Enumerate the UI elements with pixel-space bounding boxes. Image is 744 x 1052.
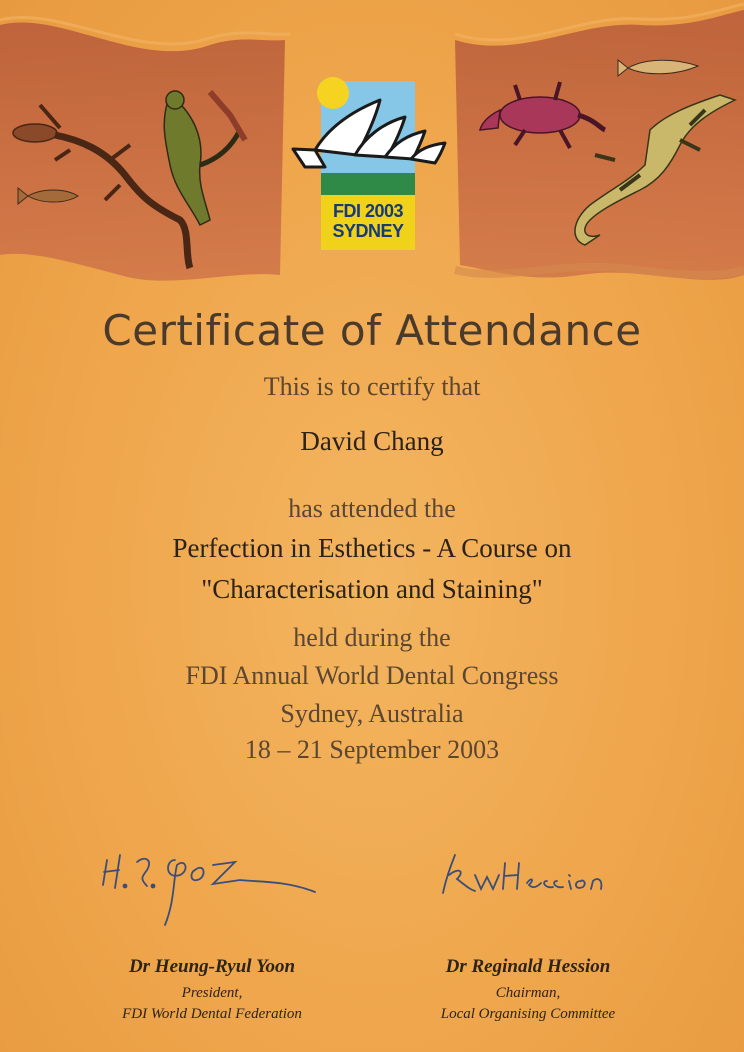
attended-line: has attended the [288, 494, 456, 523]
sun-icon [317, 77, 349, 109]
certify-line: This is to certify that [263, 372, 481, 401]
held-line: held during the [293, 623, 451, 652]
logo-event-name: FDI 2003 [332, 201, 404, 221]
signature-hession [435, 845, 635, 905]
signatory-role-2-line1: Chairman, [495, 985, 561, 1001]
logo-city-name: SYDNEY [332, 221, 404, 241]
signature-yoon [95, 840, 325, 930]
signatory-role-1-line1: President, [181, 985, 243, 1001]
event-dates: 18 – 21 September 2003 [244, 735, 500, 764]
course-title-line2: "Characterisation and Staining" [201, 574, 543, 604]
signatory-role-1-line2: FDI World Dental Federation [122, 1006, 302, 1022]
course-title-line1: Perfection in Esthetics - A Course on [172, 533, 572, 563]
signatory-role-2-line2: Local Organising Committee [440, 1006, 616, 1022]
signatory-name-1: Dr Heung-Ryul Yoon [128, 956, 296, 977]
signatory-name-2: Dr Reginald Hession [445, 956, 611, 977]
opera-house-icon [293, 100, 445, 167]
recipient-name: David Chang [300, 426, 444, 456]
event-location: Sydney, Australia [280, 699, 464, 728]
certificate-title: Certificate of Attendance [102, 306, 642, 355]
event-name: FDI Annual World Dental Congress [185, 661, 559, 690]
